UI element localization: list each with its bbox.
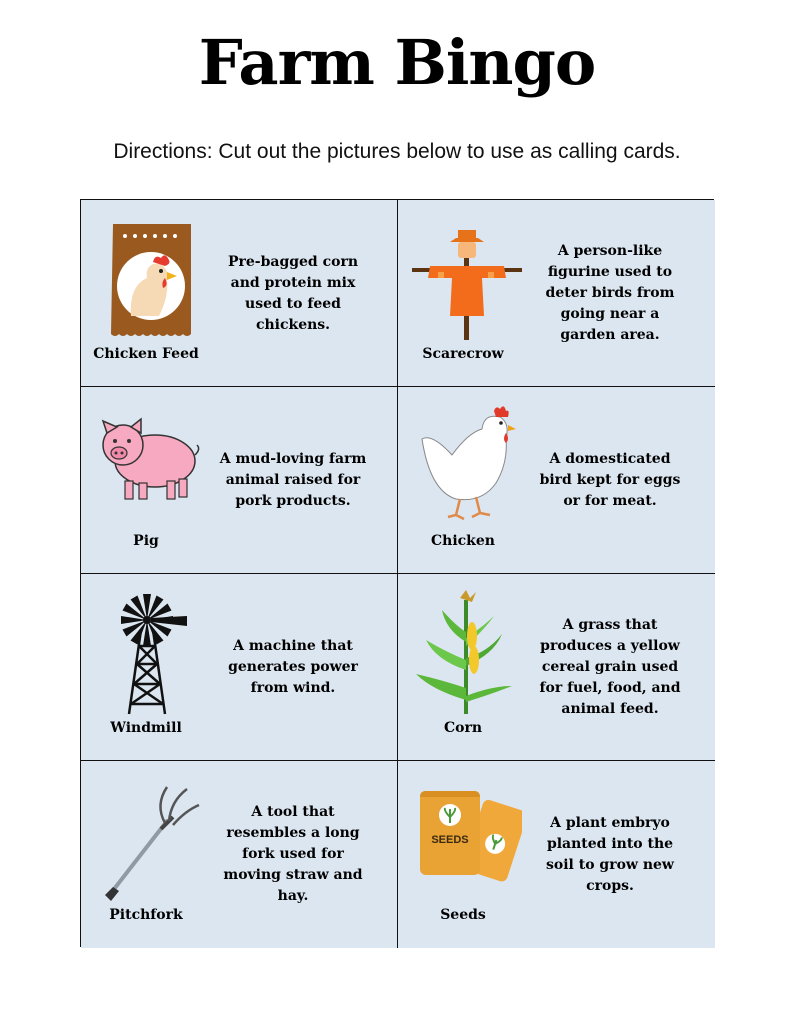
card-description: A mud-loving farm animal raised for pork products. bbox=[219, 451, 367, 509]
card-name: Pig bbox=[133, 533, 159, 549]
seeds-packet-label: SEEDS bbox=[431, 834, 469, 846]
card-description: A person-like figurine used to deter birds from going near a garden area. bbox=[545, 243, 675, 343]
card-description: A domesticated bird kept for eggs or for meat. bbox=[539, 451, 681, 509]
card-description: A machine that generates power from wind. bbox=[228, 638, 358, 696]
card-name: Windmill bbox=[110, 720, 182, 736]
corn-icon bbox=[412, 590, 522, 716]
card-pig bbox=[81, 387, 398, 574]
scarecrow-icon bbox=[412, 216, 522, 342]
card-pitchfork bbox=[81, 761, 398, 948]
pitchfork-icon bbox=[95, 777, 205, 903]
pig-icon bbox=[95, 403, 205, 529]
card-name: Scarecrow bbox=[422, 346, 504, 362]
card-name: Pitchfork bbox=[109, 907, 183, 923]
card-description: A tool that resembles a long fork used for moving straw and hay. bbox=[223, 804, 363, 904]
card-name: Chicken bbox=[431, 533, 495, 549]
card-description: A grass that produces a yellow cereal grain used for fuel, food, and animal feed. bbox=[539, 617, 681, 717]
bingo-card-grid bbox=[80, 199, 714, 947]
directions-text: Directions: Cut out the pictures below to use as calling cards. bbox=[113, 140, 681, 163]
chicken-icon bbox=[412, 403, 522, 529]
chicken-feed-bag-icon bbox=[95, 216, 205, 342]
card-description: Pre-bagged corn and protein mix used to feed chickens. bbox=[227, 253, 359, 333]
windmill-icon bbox=[95, 590, 205, 716]
card-chicken bbox=[398, 387, 715, 574]
page-title: Farm Bingo bbox=[198, 26, 596, 99]
card-corn bbox=[398, 574, 715, 761]
card-chicken-feed bbox=[81, 200, 398, 387]
card-name: Corn bbox=[443, 720, 483, 736]
card-windmill bbox=[81, 574, 398, 761]
seeds-packet-icon bbox=[412, 777, 522, 903]
card-seeds bbox=[398, 761, 715, 948]
card-name: Chicken Feed bbox=[93, 346, 199, 362]
card-scarecrow bbox=[398, 200, 715, 387]
card-name: Seeds bbox=[440, 907, 486, 923]
card-description: A plant embryo planted into the soil to grow new crops. bbox=[546, 814, 674, 894]
